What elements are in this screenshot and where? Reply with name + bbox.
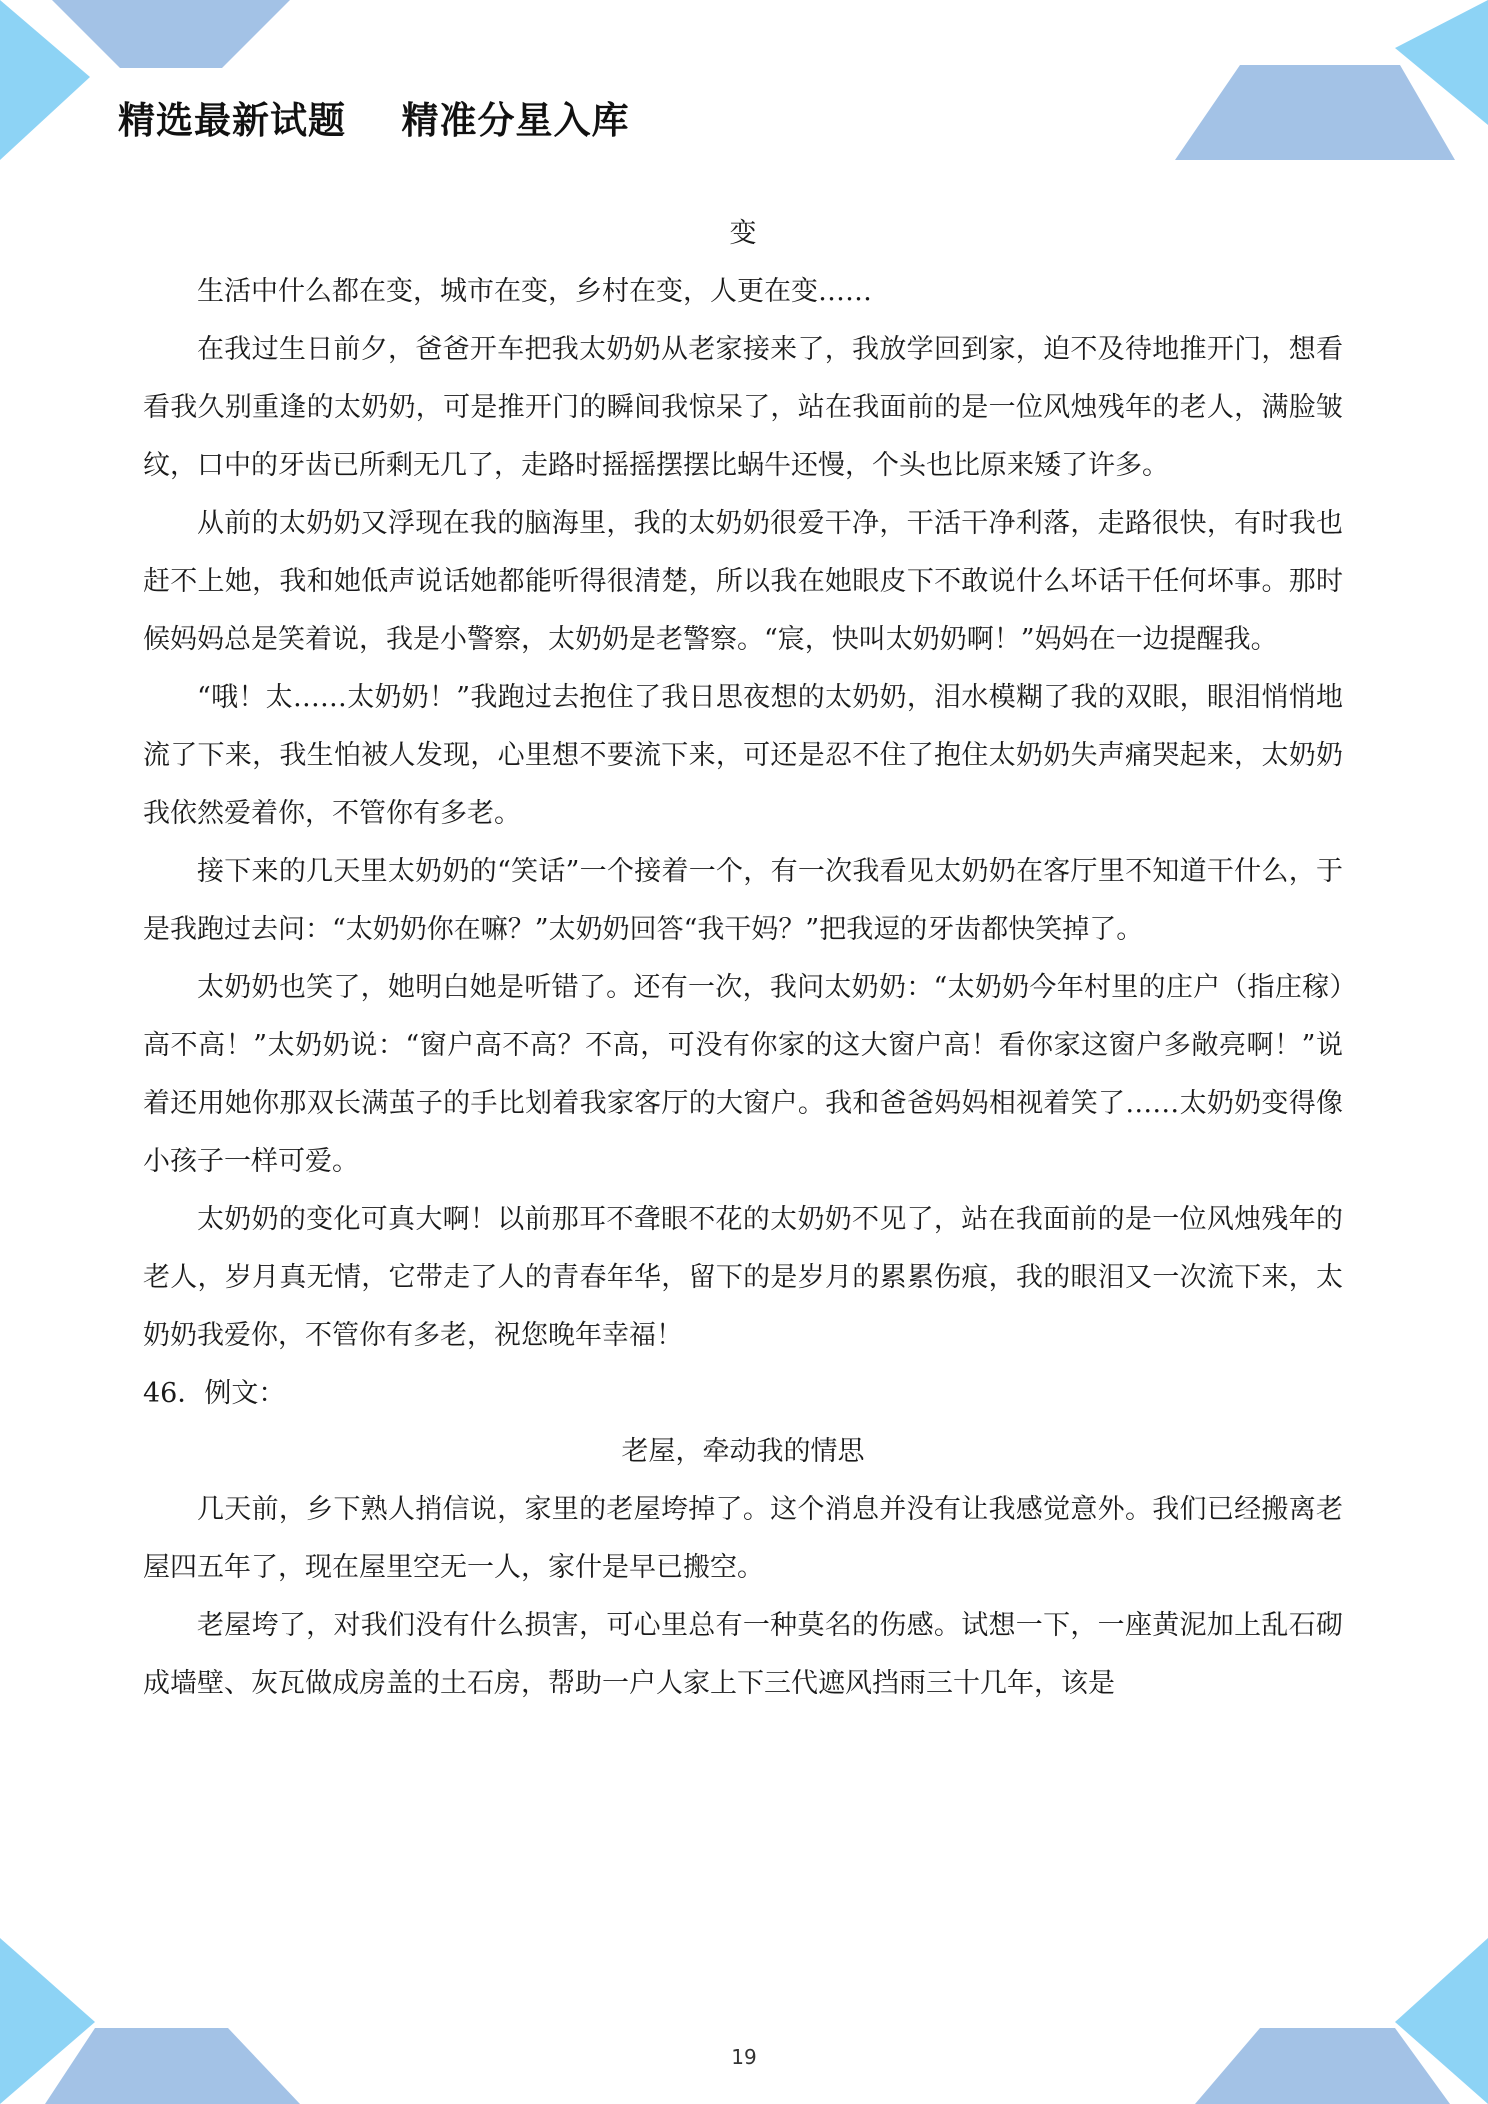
top-left-trapezoid xyxy=(52,0,290,68)
paragraph: “哦！太……太奶奶！”我跑过去抱住了我日思夜想的太奶奶，泪水模糊了我的双眼，眼泪悄悄地流了下来，我生怕被人发现，心里想不要流下来，可还是忍不住了抱住太奶奶失声痛哭起来，太奶奶我依然爱着你，不管你有多老。 xyxy=(143,682,1343,829)
header-title: 精选最新试题 精准分星入库 xyxy=(118,99,630,142)
paragraph: 几天前，乡下熟人捎信说，家里的老屋垮掉了。这个消息并没有让我感觉意外。我们已经搬离老屋四五年了，现在屋里空无一人，家什是早已搬空。 xyxy=(143,1494,1343,1583)
top-right-trapezoid xyxy=(1175,65,1455,160)
paragraph: 太奶奶的变化可真大啊！以前那耳不聋眼不花的太奶奶不见了，站在我面前的是一位风烛残年的老人，岁月真无情，它带走了人的青春年华，留下的是岁月的累累伤痕，我的眼泪又一次流下来，太奶奶我爱你，不管你有多老，祝您晚年幸福！ xyxy=(143,1204,1343,1351)
paragraph: 从前的太奶奶又浮现在我的脑海里，我的太奶奶很爱干净，干活干净利落，走路很快，有时我也赶不上她，我和她低声说话她都能听得很清楚，所以我在她眼皮下不敢说什么坏话干任何坏事。那时候妈妈总是笑着说，我是小警察，太奶奶是老警察。“宸，快叫太奶奶啊！”妈妈在一边提醒我。 xyxy=(143,508,1343,655)
essay-title: 老屋，牵动我的情思 xyxy=(621,1436,865,1467)
paragraph: 接下来的几天里太奶奶的“笑话”一个接着一个，有一次我看见太奶奶在客厅里不知道干什么，于是我跑过去问：“太奶奶你在嘛？”太奶奶回答“我干妈？”把我逗的牙齿都快笑掉了。 xyxy=(143,856,1343,945)
paragraph: 生活中什么都在变，城市在变，乡村在变，人更在变…… xyxy=(197,276,872,307)
page-number: 19 xyxy=(731,2045,757,2069)
document-body xyxy=(143,205,1343,1713)
paragraph: 太奶奶也笑了，她明白她是听错了。还有一次，我问太奶奶：“太奶奶今年村里的庄户（指庄稼）高不高！”太奶奶说：“窗户高不高？不高，可没有你家的这大窗户高！看你家这窗户多敞亮啊！”说着还用她你那双长满茧子的手比划着我家客厅的大窗户。我和爸爸妈妈相视着笑了……太奶奶变得像小孩子一样可爱。 xyxy=(143,972,1343,1177)
paragraph: 老屋垮了，对我们没有什么损害，可心里总有一种莫名的伤感。试想一下，一座黄泥加上乱石砌成墙壁、灰瓦做成房盖的土石房，帮助一户人家上下三代遮风挡雨三十几年，该是 xyxy=(143,1610,1343,1699)
question-number: 46．例文： xyxy=(143,1378,286,1409)
essay-title: 变 xyxy=(729,218,757,249)
paragraph: 在我过生日前夕，爸爸开车把我太奶奶从老家接来了，我放学回到家，迫不及待地推开门，想看看我久别重逢的太奶奶，可是推开门的瞬间我惊呆了，站在我面前的是一位风烛残年的老人，满脸皱纹，口中的牙齿已所剩无几了，走路时摇摇摆摆比蜗牛还慢，个头也比原来矮了许多。 xyxy=(143,334,1343,481)
